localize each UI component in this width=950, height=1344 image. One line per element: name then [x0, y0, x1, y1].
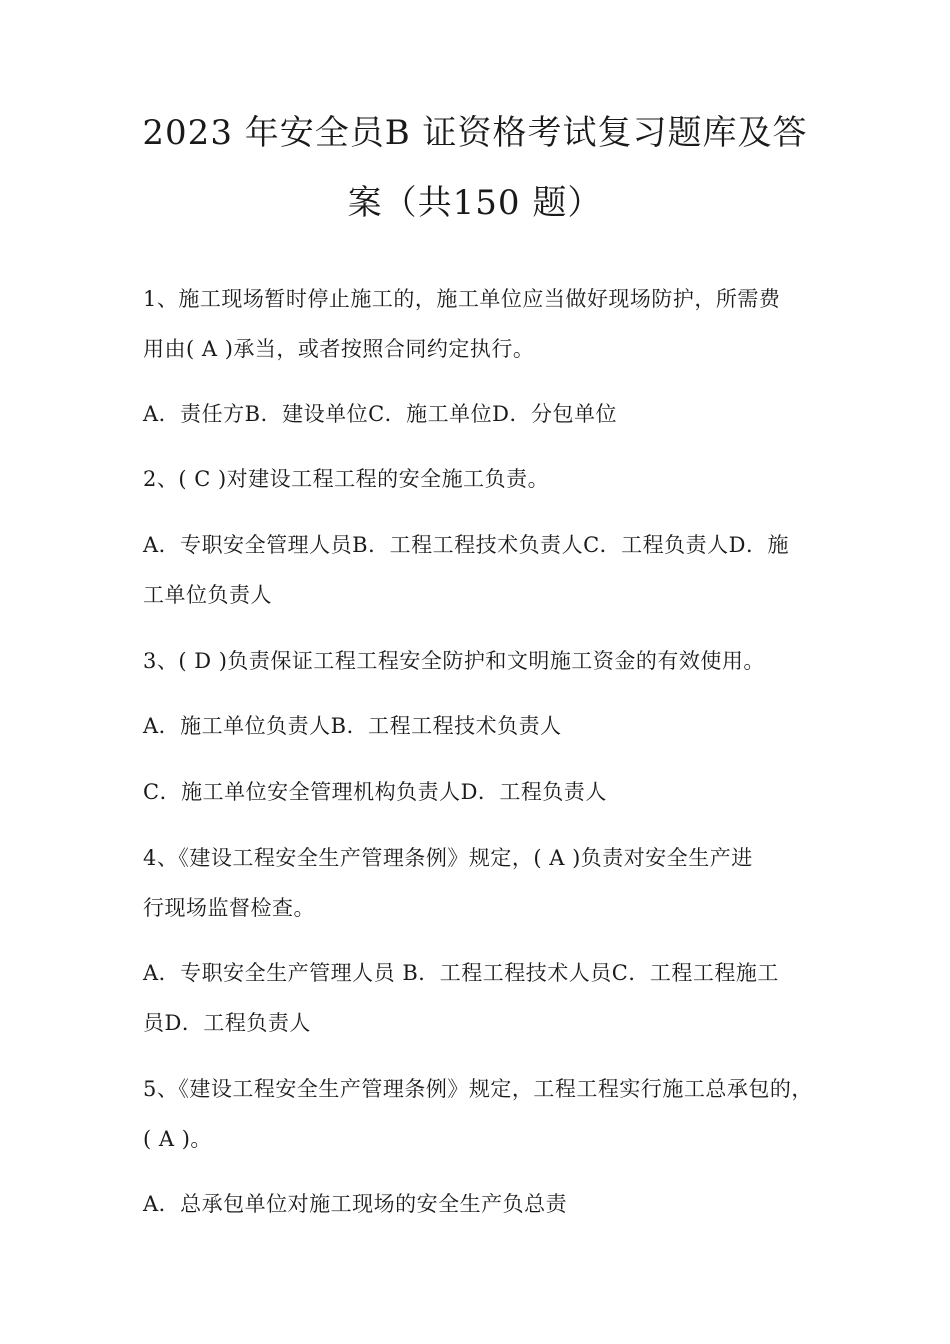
q5-stem-line-2: ( A )。: [143, 1127, 212, 1151]
q5-option-a: A．总承包单位对施工现场的安全生产负总责: [143, 1192, 568, 1216]
q2-options-line-1: A．专职安全管理人员B．工程工程技术负责人C．工程负责人D．施: [143, 533, 789, 557]
q2-options-line-2: 工单位负责人: [143, 583, 272, 607]
q3-options-line-2: C．施工单位安全管理机构负责人D．工程负责人: [143, 780, 607, 804]
q3-stem: 3、( D )负责保证工程工程安全防护和文明施工资金的有效使用。: [143, 649, 765, 673]
q4-stem-line-2: 行现场监督检查。: [143, 896, 315, 920]
q5-stem-line-1: 5、《建设工程安全生产管理条例》规定，工程工程实行施工总承包的，: [143, 1077, 813, 1101]
q1-stem-line-2: 用由( A )承当，或者按照合同约定执行。: [143, 337, 535, 361]
q4-stem-line-1: 4、《建设工程安全生产管理条例》规定，( A )负责对安全生产进: [143, 846, 753, 870]
document-title-line-1: 2023 年安全员B 证资格考试复习题库及答: [142, 113, 808, 153]
q1-stem-line-1: 1、施工现场暂时停止施工的，施工单位应当做好现场防护，所需费: [143, 287, 781, 311]
q3-options-line-1: A．施工单位负责人B．工程工程技术负责人: [143, 714, 562, 738]
q2-stem: 2、( C )对建设工程工程的安全施工负责。: [143, 467, 550, 491]
q4-options-line-1: A．专职安全生产管理人员 B．工程工程技术人员C．工程工程施工: [143, 961, 779, 985]
q4-options-line-2: 员D．工程负责人: [143, 1011, 311, 1035]
q1-options: A．责任方B．建设单位C．施工单位D．分包单位: [143, 402, 618, 426]
document-title-line-2: 案（共150 题）: [347, 183, 603, 223]
